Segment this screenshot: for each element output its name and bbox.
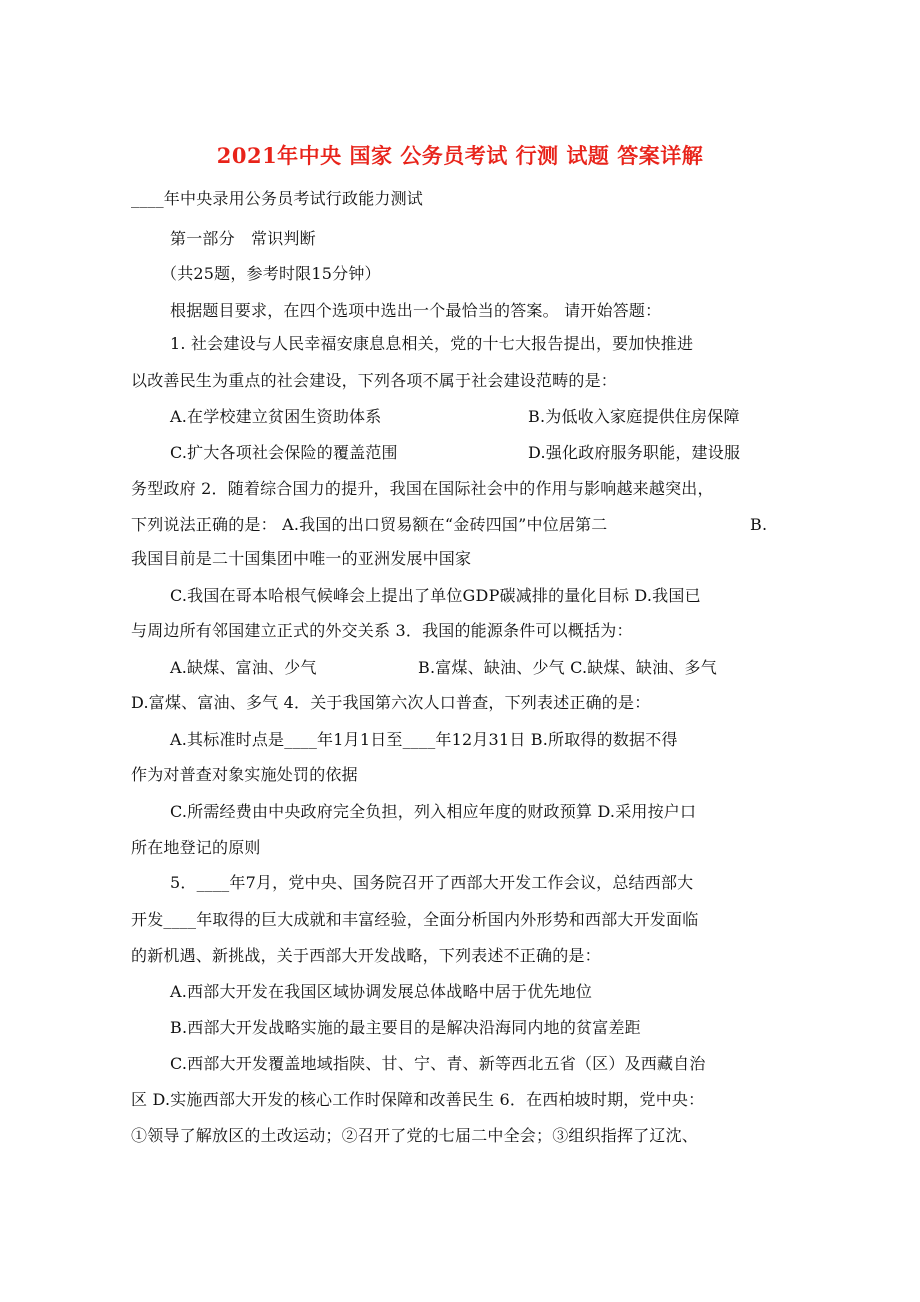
- option-line: B.西部大开发战略实施的最主要目的是解决沿海同内地的贫富差距: [170, 1018, 641, 1037]
- option-line: 作为对普查对象实施处罚的依据: [131, 765, 358, 784]
- option-line: A.其标准时点是____年1月1日至____年12月31日 B.所取得的数据不得: [170, 730, 678, 749]
- question-line: 1. 社会建设与人民幸福安康息息相关，党的十七大报告提出，要加快推进: [170, 334, 694, 353]
- option-line: 我国目前是二十国集团中唯一的亚洲发展中国家: [131, 549, 472, 568]
- question-line: ①领导了解放区的土改运动；②召开了党的七届二中全会；③组织指挥了辽沈、: [131, 1126, 699, 1145]
- option-line: B.: [750, 515, 768, 534]
- question-line: 以改善民生为重点的社会建设，下列各项不属于社会建设范畴的是：: [131, 371, 618, 390]
- document-title: 2021年中央 国家 公务员考试 行测 试题 答案详解: [216, 143, 704, 168]
- question-line: 开发____年取得的巨大成就和丰富经验，全面分析国内外形势和西部大开发面临: [131, 910, 699, 929]
- option-line: C.扩大各项社会保险的覆盖范围: [170, 443, 398, 462]
- option-line: A.在学校建立贫困生资助体系: [170, 407, 382, 426]
- question-line: D.富煤、富油、多气 4．关于我国第六次人口普查，下列表述正确的是：: [131, 693, 651, 712]
- option-line: C.我国在哥本哈根气候峰会上提出了单位GDP碳减排的量化目标 D.我国已: [170, 586, 701, 605]
- option-line: C.西部大开发覆盖地域指陕、甘、宁、青、新等西北五省（区）及西藏自治: [170, 1054, 706, 1073]
- option-line: B.为低收入家庭提供住房保障: [528, 407, 740, 426]
- section-heading: 第一部分 常识判断: [170, 229, 316, 248]
- question-line: 与周边所有邻国建立正式的外交关系 3．我国的能源条件可以概括为：: [131, 621, 633, 640]
- option-line: A.缺煤、富油、少气: [170, 658, 317, 677]
- text-line: （共25题，参考时限15分钟）: [161, 264, 381, 283]
- option-line: C.所需经费由中央政府完全负担，列入相应年度的财政预算 D.采用按户口: [170, 802, 697, 821]
- option-line: B.富煤、缺油、少气 C.缺煤、缺油、多气: [418, 658, 717, 677]
- question-line: 区 D.实施西部大开发的核心工作时保障和改善民生 6．在西柏坡时期，党中央：: [131, 1090, 705, 1109]
- text-line: ____年中央录用公务员考试行政能力测试: [131, 189, 424, 208]
- question-line: 5．____年7月，党中央、国务院召开了西部大开发工作会议，总结西部大: [170, 873, 694, 892]
- option-line: 所在地登记的原则: [131, 838, 261, 857]
- option-line: D.强化政府服务职能，建设服: [528, 443, 741, 462]
- question-line: 务型政府 2．随着综合国力的提升，我国在国际社会中的作用与影响越来越突出，: [131, 479, 714, 498]
- option-line: A.西部大开发在我国区域协调发展总体战略中居于优先地位: [170, 982, 593, 1001]
- text-line: 根据题目要求，在四个选项中选出一个最恰当的答案。 请开始答题：: [170, 301, 662, 320]
- question-line: 下列说法正确的是： A.我国的出口贸易额在“金砖四国”中位居第二: [131, 515, 608, 534]
- question-line: 的新机遇、新挑战，关于西部大开发战略，下列表述不正确的是：: [131, 946, 601, 965]
